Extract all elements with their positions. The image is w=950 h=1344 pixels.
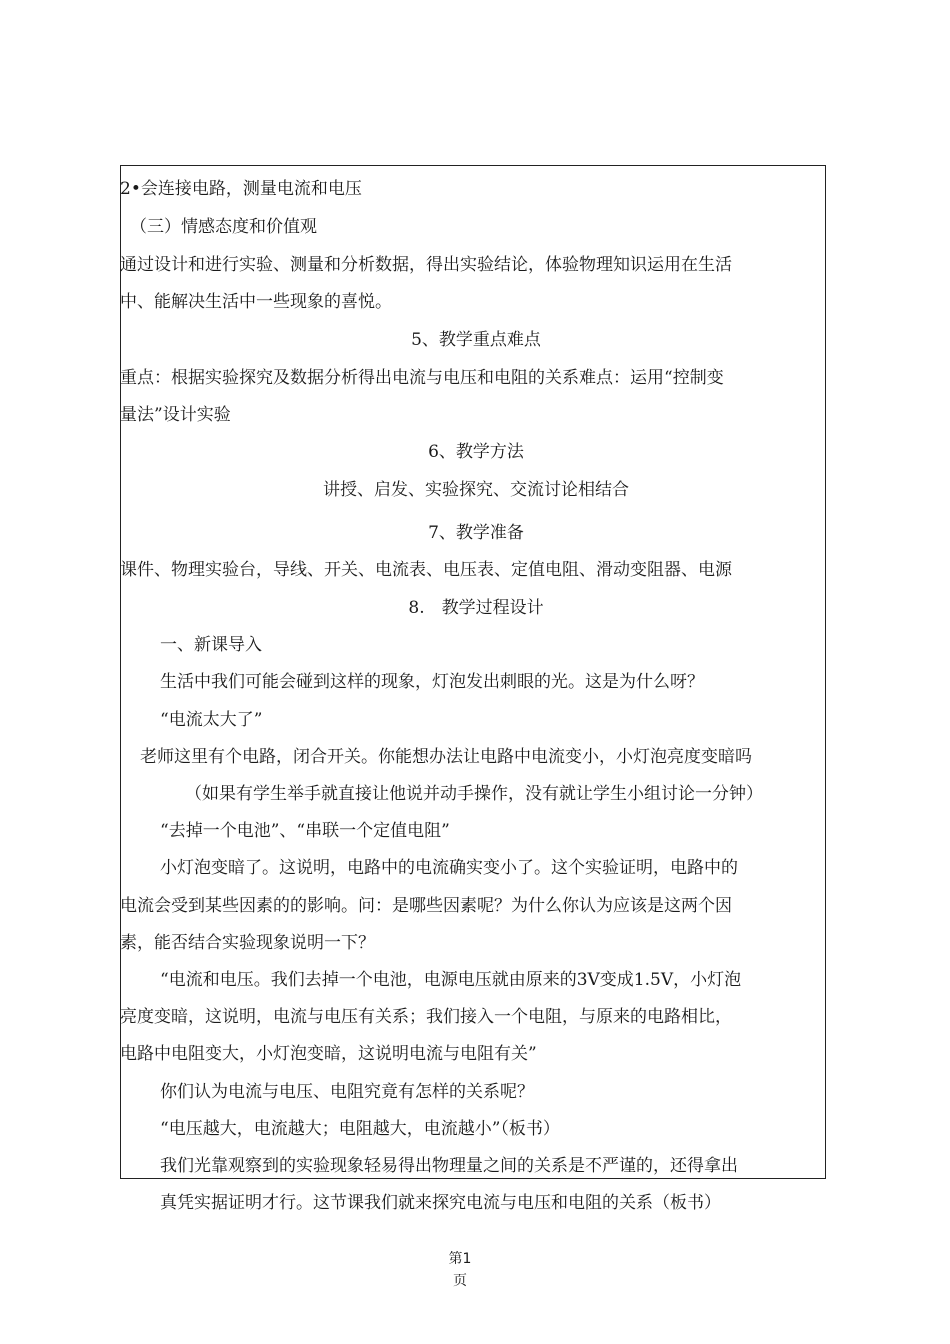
text-line: 通过设计和进行实验、测量和分析数据，得出实验结论，体验物理知识运用在生活 xyxy=(120,255,732,275)
text-line: 老师这里有个电路，闭合开关。你能想办法让电路中电流变小，小灯泡亮度变暗吗 xyxy=(140,747,752,767)
section-heading: 5、教学重点难点 xyxy=(411,330,541,350)
text-line: 你们认为电流与电压、电阻究竟有怎样的关系呢？ xyxy=(160,1082,534,1102)
page-number-label: 第1 xyxy=(448,1251,472,1267)
text-line: 素，能否结合实验现象说明一下？ xyxy=(120,933,375,953)
subsection-heading: 一、新课导入 xyxy=(160,635,262,655)
quote-line: “去掉一个电池”、“串联一个定值电阻” xyxy=(160,821,450,841)
text-line: 2•会连接电路，测量电流和电压 xyxy=(120,179,362,199)
text-line: 小灯泡变暗了。这说明，电路中的电流确实变小了。这个实验证明，电路中的 xyxy=(160,858,738,878)
text-line: 中、能解决生活中一些现象的喜悦。 xyxy=(120,292,392,312)
section-heading: （三）情感态度和价值观 xyxy=(130,217,317,237)
section-heading: 8. 教学过程设计 xyxy=(408,598,544,618)
page-number-suffix: 页 xyxy=(453,1273,467,1289)
section-heading: 6、教学方法 xyxy=(428,442,524,462)
text-line: 量法”设计实验 xyxy=(120,405,231,425)
text-line: 重点：根据实验探究及数据分析得出电流与电压和电阻的关系难点：运用“控制变 xyxy=(120,368,724,388)
text-line: 讲授、启发、实验探究、交流讨论相结合 xyxy=(323,480,629,500)
text-line: 真凭实据证明才行。这节课我们就来探究电流与电压和电阻的关系（板书） xyxy=(160,1193,721,1213)
quote-line: “电流和电压。我们去掉一个电池，电源电压就由原来的3V变成1.5V，小灯泡 xyxy=(160,970,742,990)
text-line: 课件、物理实验台，导线、开关、电流表、电压表、定值电阻、滑动变阻器、电源 xyxy=(120,560,732,580)
text-line: 电路中电阻变大，小灯泡变暗，这说明电流与电阻有关” xyxy=(120,1044,537,1064)
text-line: 生活中我们可能会碰到这样的现象，灯泡发出刺眼的光。这是为什么呀？ xyxy=(160,672,704,692)
section-heading: 7、教学准备 xyxy=(428,523,524,543)
quote-line: “电流太大了” xyxy=(160,710,263,730)
text-line: 我们光靠观察到的实验现象轻易得出物理量之间的关系是不严谨的，还得拿出 xyxy=(160,1156,738,1176)
quote-line: “电压越大，电流越大；电阻越大，电流越小”（板书） xyxy=(160,1119,560,1139)
text-line: 电流会受到某些因素的的影响。问：是哪些因素呢？为什么你认为应该是这两个因 xyxy=(120,896,732,916)
text-line: （如果有学生举手就直接让他说并动手操作，没有就让学生小组讨论一分钟） xyxy=(185,784,763,804)
text-line: 亮度变暗，这说明，电流与电压有关系；我们接入一个电阻，与原来的电路相比， xyxy=(120,1007,732,1027)
